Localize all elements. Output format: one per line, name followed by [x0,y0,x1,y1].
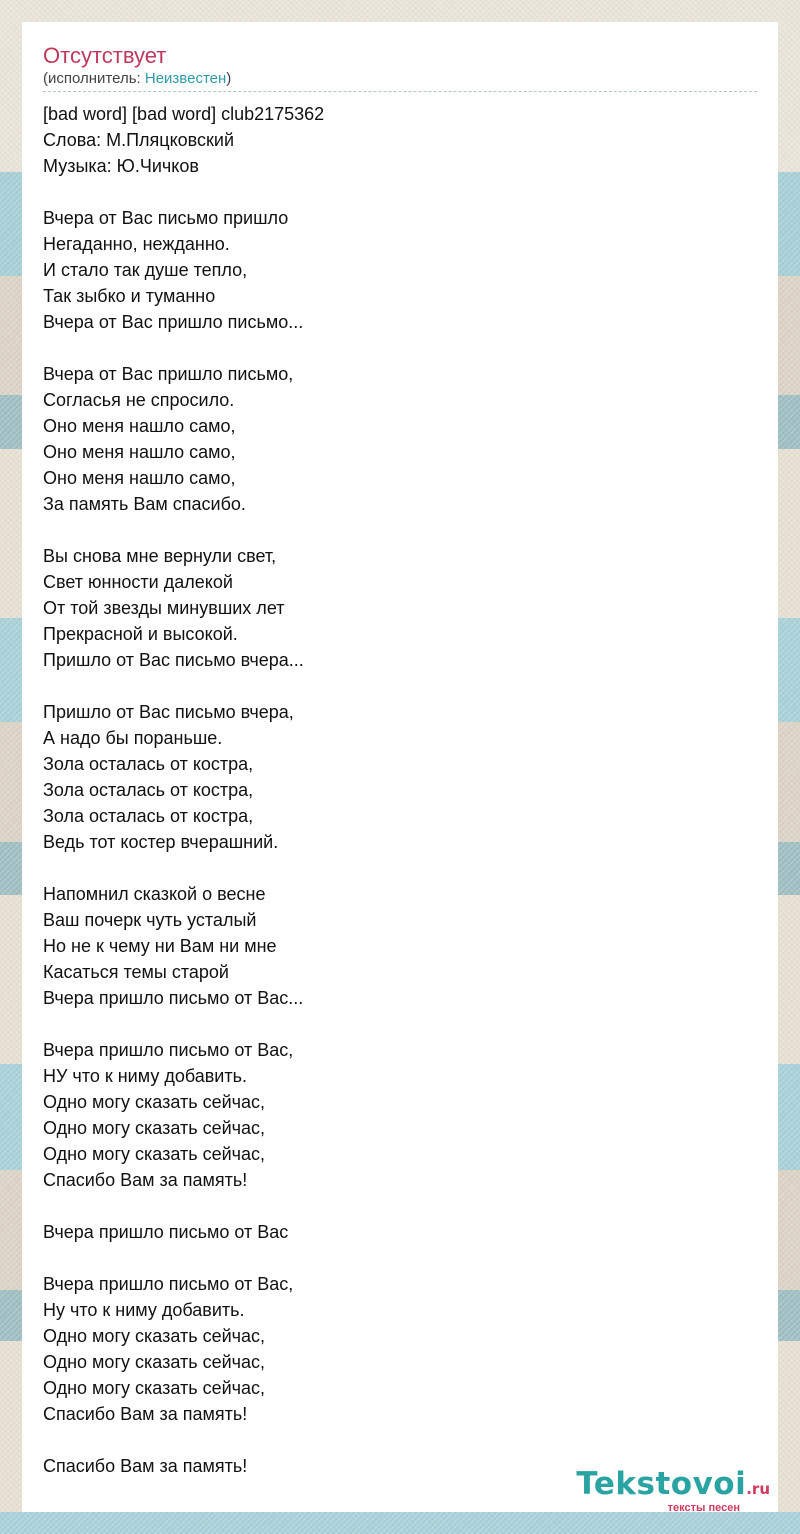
lyric-gap [43,673,757,699]
site-logo[interactable] [576,1468,770,1514]
lyric-line: Прекрасной и высокой. [43,624,238,644]
lyric-line: Вчера от Вас пришло письмо, [43,364,294,384]
lyric-line: Зола осталась от костра, [43,754,254,774]
lyric-line: [bad word] [bad word] club2175362 [43,104,325,124]
lyric-line: Согласья не спросило. [43,390,235,410]
lyric-gap [43,1193,757,1219]
lyric-line: Пришло от Вас письмо вчера... [43,650,304,670]
lyric-gap [43,855,757,881]
lyric-line: Одно могу сказать сейчас, [43,1326,266,1346]
song-title: Отсутствует [43,43,167,68]
lyric-line: Но не к чему ни Вам ни мне [43,936,277,956]
lyric-line: Музыка: Ю.Чичков [43,156,199,176]
lyric-line: Вчера пришло письмо от Вас... [43,988,304,1008]
lyric-line: Зола осталась от костра, [43,806,254,826]
lyric-line: Напомнил сказкой о весне [43,884,266,904]
lyric-line: Оно меня нашло само, [43,468,236,488]
lyric-line: Вчера пришло письмо от Вас [43,1222,289,1242]
lyric-gap [43,1011,757,1037]
lyric-line: НУ что к ниму добавить. [43,1066,247,1086]
artist-prefix: (исполнитель: [43,70,145,87]
lyric-line: Свет юнности далекой [43,572,233,592]
lyric-line: Одно могу сказать сейчас, [43,1092,266,1112]
logo-wordmark [576,1468,770,1505]
lyric-line: Слова: М.Пляцковский [43,130,235,150]
lyric-gap [43,335,757,361]
lyric-line: А надо бы пораньше. [43,728,223,748]
lyric-gap [43,517,757,543]
lyric-line: Ваш почерк чуть усталый [43,910,257,930]
lyric-line: Вы снова мне вернули свет, [43,546,277,566]
lyric-gap [43,1245,757,1271]
logo-tagline: тексты песен [667,1502,740,1514]
lyric-line: Оно меня нашло само, [43,442,236,462]
lyric-line: Вчера пришло письмо от Вас, [43,1040,294,1060]
artist-line [43,70,757,92]
lyric-line: Вчера пришло письмо от Вас, [43,1274,294,1294]
lyrics-text [43,101,757,1479]
lyric-line: Оно меня нашло само, [43,416,236,436]
lyric-line: Спасибо Вам за память! [43,1404,248,1424]
lyric-line: Так зыбко и туманно [43,286,216,306]
artist-suffix: ) [226,70,232,87]
lyric-line: Касаться темы старой [43,962,229,982]
lyric-line: Одно могу сказать сейчас, [43,1144,266,1164]
lyrics-card [22,22,778,1512]
lyric-line: От той звезды минувших лет [43,598,285,618]
lyric-line: Вчера от Вас пришло письмо... [43,312,304,332]
lyric-gap [43,179,757,205]
lyric-line: Одно могу сказать сейчас, [43,1352,266,1372]
lyric-line: Спасибо Вам за память! [43,1170,248,1190]
lyric-line: За память Вам спасибо. [43,494,246,514]
lyric-line: Одно могу сказать сейчас, [43,1118,266,1138]
logo-name: Tekstovoi [576,1466,747,1502]
lyric-line: Одно могу сказать сейчас, [43,1378,266,1398]
lyric-line: Ну что к ниму добавить. [43,1300,245,1320]
artist-link[interactable]: Неизвестен [144,70,227,87]
lyric-line: Зола осталась от костра, [43,780,254,800]
lyric-line: Ведь тот костер вчерашний. [43,832,279,852]
lyric-line: И стало так душе тепло, [43,260,248,280]
logo-tld: .ru [746,1480,770,1498]
lyric-line: Вчера от Вас письмо пришло [43,208,289,228]
lyric-line: Пришло от Вас письмо вчера, [43,702,294,722]
lyric-line: Негаданно, нежданно. [43,234,230,254]
lyric-line: Спасибо Вам за память! [43,1456,248,1476]
lyric-gap [43,1427,757,1453]
